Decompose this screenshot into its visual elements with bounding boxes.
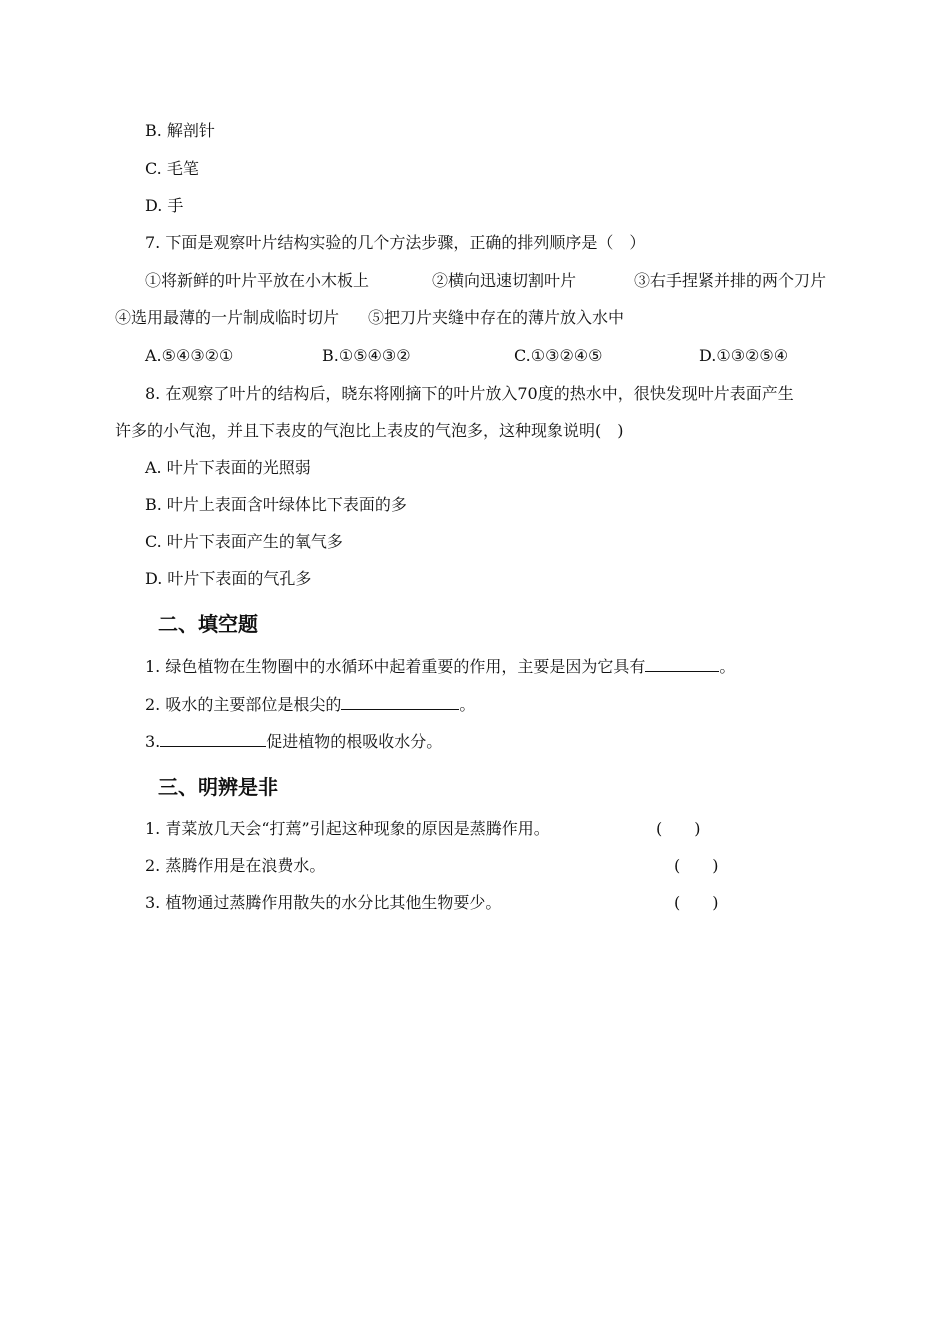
q8-option-c: C. 叶片下表面产生的氧气多 [145,532,343,551]
fill-q3-text: 促进植物的根吸收水分。 [266,732,443,751]
judge-q3-answer-box[interactable]: ( ) [674,893,719,912]
q8-option-d: D. 叶片下表面的气孔多 [145,569,312,588]
q7-stem: 7. 下面是观察叶片结构实验的几个方法步骤，正确的排列顺序是（ ） [145,233,646,252]
fill-q1-blank[interactable] [645,657,719,672]
fill-q3 [145,732,442,752]
judge-q2-answer-box[interactable]: ( ) [674,856,719,875]
q7-step-3: ③右手捏紧并排的两个刀片 [634,271,827,290]
q8-option-b: B. 叶片上表面含叶绿体比下表面的多 [145,495,407,514]
q7-step-1: ①将新鲜的叶片平放在小木板上 [145,271,370,290]
q7-option-d: D.①③②⑤④ [699,346,789,365]
q6-option-d: D. 手 [145,196,184,215]
judge-q2: 2. 蒸腾作用是在浪费水。 [145,856,326,875]
q8-option-a: A. 叶片下表面的光照弱 [145,458,311,477]
q7-step-2: ②横向迅速切割叶片 [432,271,577,290]
fill-q1-text: 1. 绿色植物在生物圈中的水循环中起着重要的作用，主要是因为它具有 [145,657,646,676]
q7-option-b: B.①⑤④③② [322,346,411,365]
q8-stem-line-1: 8. 在观察了叶片的结构后，晓东将刚摘下的叶片放入70度的热水中，很快发现叶片表面产生 [145,384,794,403]
section-2-heading: 二、填空题 [158,612,258,636]
fill-q2-end: 。 [459,695,476,714]
fill-q1 [145,657,735,677]
fill-q2-text: 2. 吸水的主要部位是根尖的 [145,695,342,714]
judge-q3: 3. 植物通过蒸腾作用散失的水分比其他生物要少。 [145,893,502,912]
fill-q1-end: 。 [719,657,736,676]
fill-q2-blank[interactable] [341,695,459,710]
q7-step-4: ④选用最薄的一片制成临时切片 [115,308,340,327]
q8-stem-line-2: 许多的小气泡，并且下表皮的气泡比上表皮的气泡多，这种现象说明( ) [115,421,624,440]
q7-step-5: ⑤把刀片夹缝中存在的薄片放入水中 [368,308,625,327]
judge-q1-answer-box[interactable]: ( ) [656,819,701,838]
fill-q3-number: 3. [145,732,161,751]
fill-q3-blank[interactable] [160,732,266,747]
q7-option-a: A.⑤④③②① [145,346,234,365]
q7-option-c: C.①③②④⑤ [514,346,603,365]
fill-q2 [145,695,475,715]
q6-option-c: C. 毛笔 [145,159,199,178]
judge-q1: 1. 青菜放几天会“打蔫”引起这种现象的原因是蒸腾作用。 [145,819,550,838]
q6-option-b: B. 解剖针 [145,121,215,140]
section-3-heading: 三、明辨是非 [158,775,278,799]
